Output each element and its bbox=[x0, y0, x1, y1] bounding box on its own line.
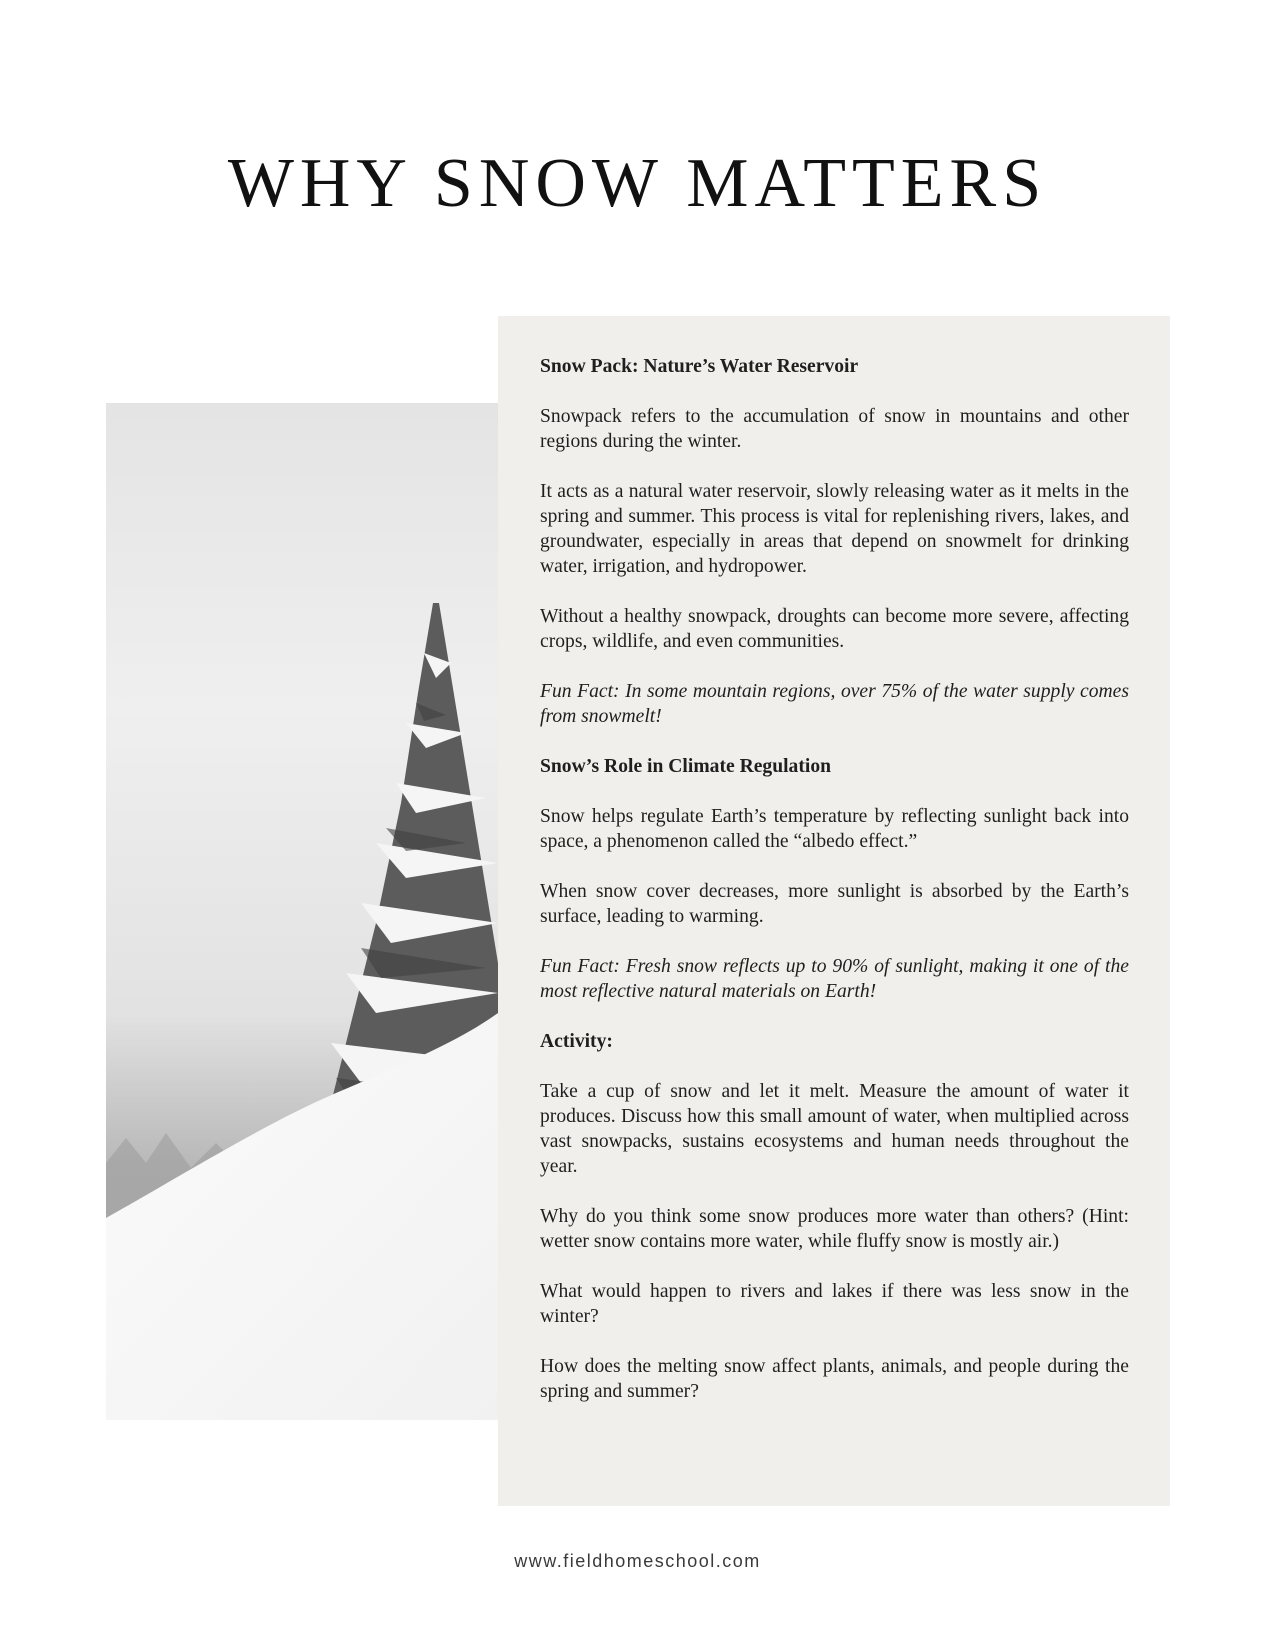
text-panel bbox=[498, 316, 1170, 1506]
section-heading-activity: Activity: bbox=[540, 1031, 613, 1052]
paragraph: It acts as a natural water reservoir, slowly releasing water as it melts in the spring and summer. This process is vital for replenishing rivers, lakes, and groundwater, especially in areas that depend on snowmelt for drinking water, irrigation, and hydropower. bbox=[540, 481, 1129, 577]
footer-website-link[interactable]: www.fieldhomeschool.com bbox=[514, 1551, 761, 1571]
paragraph: Snowpack refers to the accumulation of snow in mountains and other regions during the winter. bbox=[540, 406, 1129, 452]
section-heading-snow-pack: Snow Pack: Nature’s Water Reservoir bbox=[540, 356, 859, 377]
fun-fact: Fun Fact: In some mountain regions, over 75% of the water supply comes from snowmelt! bbox=[540, 681, 1129, 727]
paragraph: Without a healthy snowpack, droughts can become more severe, affecting crops, wildlife, and even communities. bbox=[540, 606, 1129, 652]
paragraph: Take a cup of snow and let it melt. Measure the amount of water it produces. Discuss how this small amount of water, when multiplied across vast snowpacks, sustains ecosystems and human needs throughout the year. bbox=[540, 1081, 1129, 1177]
paragraph: Snow helps regulate Earth’s temperature by reflecting sunlight back into space, a phenomenon called the “albedo effect.” bbox=[540, 806, 1129, 852]
question: Why do you think some snow produces more water than others? (Hint: wetter snow contains more water, while fluffy snow is mostly air.) bbox=[540, 1206, 1129, 1252]
question: How does the melting snow affect plants, animals, and people during the spring and summer? bbox=[540, 1356, 1129, 1402]
paragraph: When snow cover decreases, more sunlight is absorbed by the Earth’s surface, leading to warming. bbox=[540, 881, 1129, 927]
snow-tree-photo bbox=[106, 403, 498, 1420]
fun-fact: Fun Fact: Fresh snow reflects up to 90% of sunlight, making it one of the most reflective natural materials on Earth! bbox=[540, 956, 1129, 1002]
page-title: WHY SNOW MATTERS bbox=[227, 145, 1048, 222]
question: What would happen to rivers and lakes if there was less snow in the winter? bbox=[540, 1281, 1129, 1327]
section-heading-climate: Snow’s Role in Climate Regulation bbox=[540, 756, 832, 777]
article-body bbox=[540, 354, 1129, 1429]
snow-tree-illustration bbox=[106, 403, 498, 1420]
